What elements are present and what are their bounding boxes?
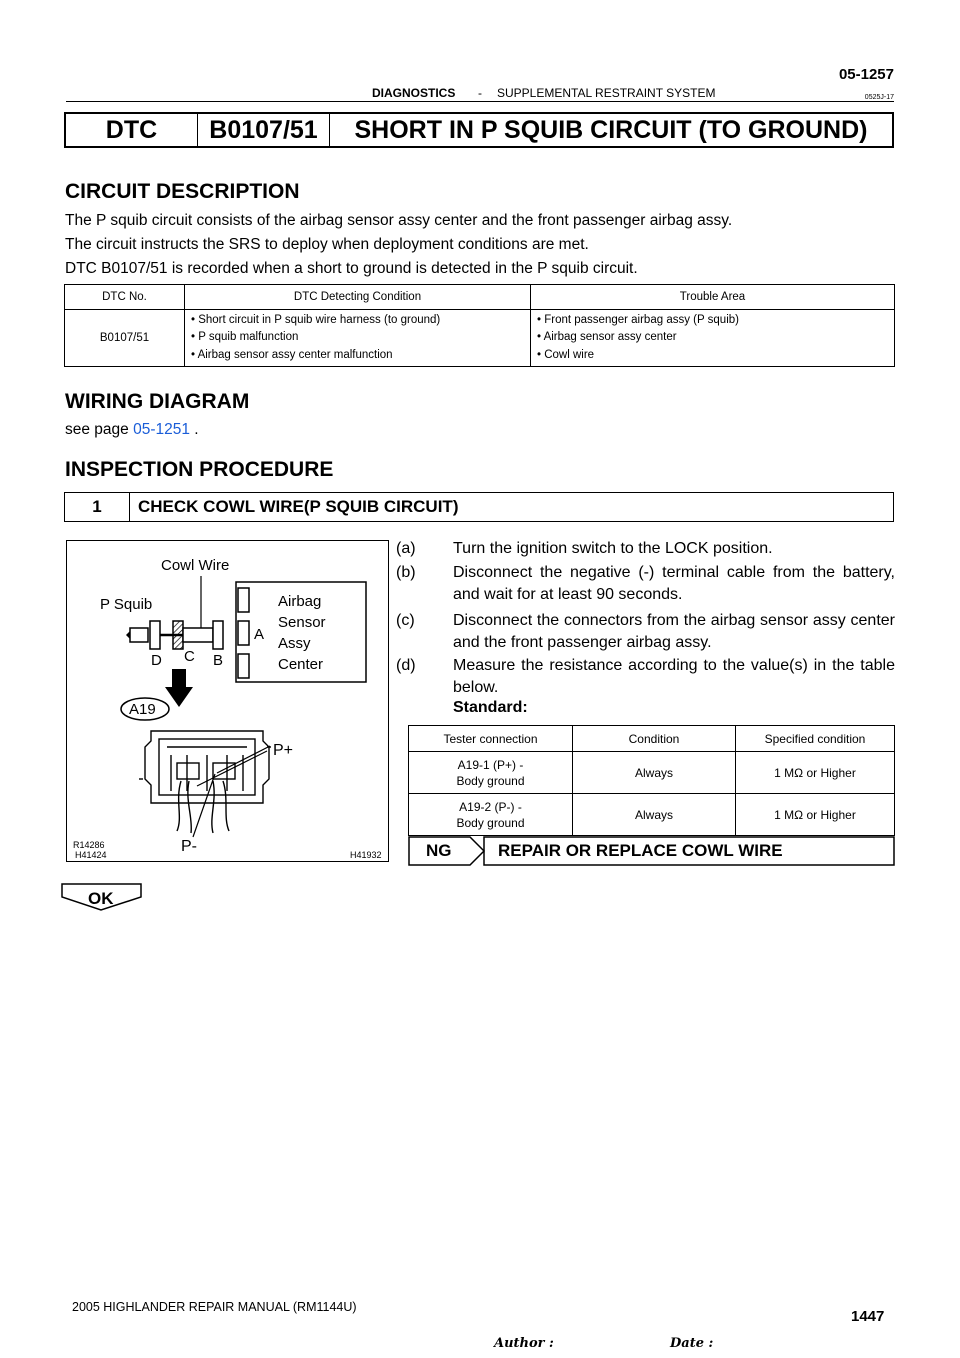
label-connector-d: D bbox=[151, 652, 162, 669]
figure-code-2: H41424 bbox=[75, 850, 107, 860]
dtc-header-condition: DTC Detecting Condition bbox=[185, 285, 531, 310]
label-airbag-1: Airbag bbox=[278, 593, 322, 610]
page-link[interactable]: 05-1251 bbox=[133, 421, 190, 438]
wiring-diagram-reference bbox=[65, 421, 199, 439]
area-item: • Cowl wire bbox=[537, 348, 595, 361]
sensor-connector bbox=[238, 621, 249, 645]
ng-action: REPAIR OR REPLACE COWL WIRE bbox=[498, 841, 783, 860]
label-a19: A19 bbox=[129, 701, 156, 718]
manual-title: 2005 HIGHLANDER REPAIR MANUAL (RM1144U) bbox=[72, 1300, 357, 1314]
header-separator: - bbox=[478, 86, 482, 100]
description-line-1: The P squib circuit consists of the airbag sensor assy center and the front passenger airbag assy. bbox=[65, 212, 733, 229]
description-line-2: The circuit instructs the SRS to deploy when deployment conditions are met. bbox=[65, 236, 589, 253]
sensor-connector bbox=[238, 588, 249, 612]
instruction-text: Measure the resistance according to the value(s) in the table below. bbox=[453, 657, 895, 696]
step-number: 1 bbox=[65, 493, 130, 521]
std-header-spec: Specified condition bbox=[736, 726, 895, 752]
label-connector-b: B bbox=[213, 652, 224, 669]
connector-figure bbox=[66, 540, 389, 862]
see-page-text: see page bbox=[65, 421, 129, 438]
inspection-procedure-heading: INSPECTION PROCEDURE bbox=[65, 458, 334, 481]
ng-label: NG bbox=[426, 841, 452, 860]
title-description: SHORT IN P SQUIB CIRCUIT (TO GROUND) bbox=[354, 115, 868, 144]
instruction-text: Turn the ignition switch to the LOCK position. bbox=[453, 540, 773, 557]
header-section: DIAGNOSTICS bbox=[372, 86, 456, 100]
connection-line-1: A19-2 (P-) - bbox=[459, 799, 522, 814]
condition-item: • Airbag sensor assy center malfunction bbox=[191, 348, 393, 361]
dtc-code-cell: B0107/51 bbox=[65, 310, 185, 367]
area-item: • Airbag sensor assy center bbox=[537, 331, 677, 344]
instruction-text: Disconnect the connectors from the airbag sensor assy center and the front passenger airbag assy. bbox=[453, 612, 895, 651]
label-p-squib: P Squib bbox=[100, 596, 153, 613]
table-row bbox=[409, 794, 895, 836]
label-connector-c: C bbox=[184, 648, 195, 665]
title-code: B0107/51 bbox=[198, 114, 330, 146]
connection-line-2: Body ground bbox=[456, 815, 525, 830]
label-cowl-wire: Cowl Wire bbox=[161, 557, 230, 574]
instruction-label: (b) bbox=[396, 564, 416, 581]
date-label: Date : bbox=[670, 1336, 714, 1351]
dtc-table bbox=[64, 284, 895, 367]
figure-code-3: H41932 bbox=[350, 850, 382, 860]
standard-label: Standard: bbox=[453, 699, 528, 716]
label-airbag-3: Assy bbox=[278, 635, 311, 652]
reference-suffix: . bbox=[194, 421, 199, 438]
connector-squib-end bbox=[130, 628, 148, 642]
title-dtc: DTC bbox=[66, 114, 198, 146]
step-box bbox=[64, 492, 894, 522]
dtc-condition-cell bbox=[185, 310, 531, 367]
author-label: Author : bbox=[494, 1336, 554, 1351]
description-line-3: DTC B0107/51 is recorded when a short to ground is detected in the P squib circuit. bbox=[65, 260, 638, 277]
label-airbag-4: Center bbox=[278, 656, 324, 673]
spec-cell: 1 MΩ or Higher bbox=[736, 794, 895, 836]
std-header-connection: Tester connection bbox=[409, 726, 573, 752]
std-header-condition: Condition bbox=[573, 726, 736, 752]
connector-c bbox=[173, 621, 183, 649]
tester-connection-cell bbox=[409, 752, 573, 794]
ng-result bbox=[408, 836, 895, 866]
connector-diagram bbox=[67, 541, 387, 860]
tester-connection-cell bbox=[409, 794, 573, 836]
dtc-area-cell bbox=[531, 310, 895, 367]
condition-item: • Short circuit in P squib wire harness (to ground) bbox=[191, 313, 441, 326]
condition-cell: Always bbox=[573, 752, 736, 794]
label-airbag-2: Sensor bbox=[278, 614, 326, 631]
instruction-label: (a) bbox=[396, 540, 416, 557]
connection-line-1: A19-1 (P+) - bbox=[457, 757, 524, 772]
connector-d bbox=[150, 621, 160, 649]
header-rule bbox=[66, 101, 894, 102]
connector-b bbox=[213, 621, 223, 649]
area-item: • Front passenger airbag assy (P squib) bbox=[537, 313, 739, 326]
instruction-label: (c) bbox=[396, 612, 415, 629]
step-title: CHECK COWL WIRE(P SQUIB CIRCUIT) bbox=[138, 497, 459, 516]
circuit-description-heading: CIRCUIT DESCRIPTION bbox=[65, 180, 300, 203]
standard-table bbox=[408, 725, 895, 836]
label-connector-a: A bbox=[254, 626, 265, 643]
table-row bbox=[409, 752, 895, 794]
dtc-header-area: Trouble Area bbox=[531, 285, 895, 310]
page-number: 05-1257 bbox=[838, 66, 894, 83]
connection-line-2: Body ground bbox=[456, 773, 525, 788]
ok-label: OK bbox=[88, 889, 114, 908]
dtc-header-no: DTC No. bbox=[65, 285, 185, 310]
header-subsection: SUPPLEMENTAL RESTRAINT SYSTEM bbox=[497, 86, 716, 100]
reference-code: 0525J-17 bbox=[864, 94, 894, 101]
figure-code-1: R14286 bbox=[73, 840, 105, 850]
down-arrow-icon bbox=[165, 669, 193, 707]
connector-body bbox=[183, 628, 213, 642]
document-page-number: 1447 bbox=[851, 1308, 885, 1325]
sensor-connector bbox=[238, 654, 249, 678]
instruction-text: Disconnect the negative (-) terminal cable from the battery, and wait for at least 90 seconds. bbox=[453, 564, 895, 603]
spec-cell: 1 MΩ or Higher bbox=[736, 752, 895, 794]
table-row bbox=[65, 310, 895, 367]
wiring-diagram-heading: WIRING DIAGRAM bbox=[65, 390, 250, 413]
label-p-minus: P- bbox=[181, 838, 197, 855]
dtc-title-box bbox=[64, 112, 894, 148]
instruction-label: (d) bbox=[396, 657, 416, 674]
condition-item: • P squib malfunction bbox=[191, 331, 299, 344]
label-p-plus: P+ bbox=[273, 742, 294, 759]
condition-cell: Always bbox=[573, 794, 736, 836]
